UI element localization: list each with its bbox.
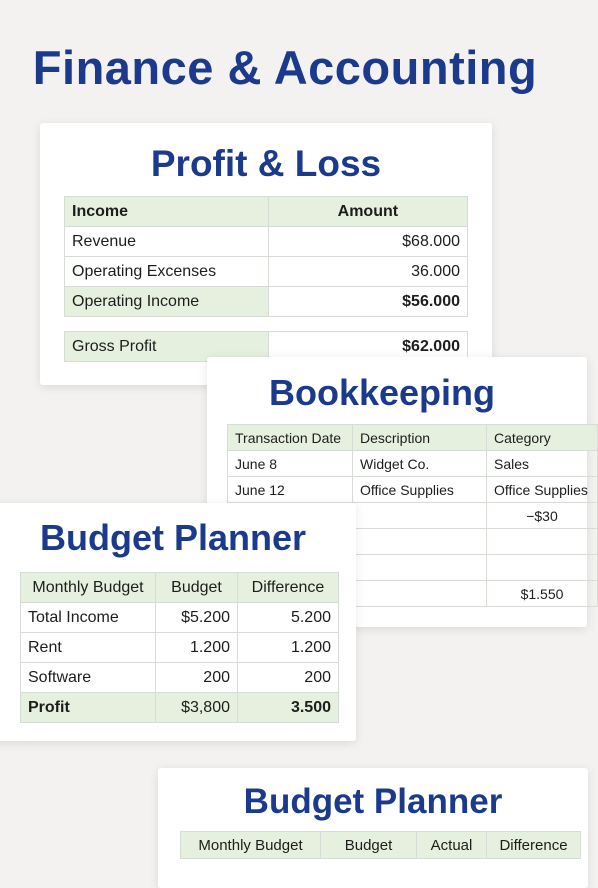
budget-planner-table xyxy=(180,831,581,859)
monthly-budget-header: Monthly Budget xyxy=(21,573,156,603)
row-difference: 5.200 xyxy=(238,603,339,633)
category: Office Supplies xyxy=(487,477,598,503)
table-header-row xyxy=(65,197,468,227)
description: Widget Co. xyxy=(353,451,487,477)
row-budget: $3,800 xyxy=(156,693,238,723)
category: $1.550 xyxy=(487,581,598,607)
budget-planner-title: Budget Planner xyxy=(243,782,503,821)
budget-header: Budget xyxy=(321,832,417,859)
table-header-row xyxy=(181,832,581,859)
budget-planner-card xyxy=(0,503,356,741)
budget-header: Budget xyxy=(156,573,238,603)
table-row xyxy=(21,663,339,693)
row-amount: $68.000 xyxy=(268,227,467,257)
category: −$30 xyxy=(487,503,598,529)
table-row xyxy=(21,693,339,723)
row-budget: $5.200 xyxy=(156,603,238,633)
row-difference: 1.200 xyxy=(238,633,339,663)
monthly-budget-header: Monthly Budget xyxy=(181,832,321,859)
category xyxy=(487,529,598,555)
description: Office Supplies xyxy=(353,477,487,503)
page-title: Finance & Accounting xyxy=(32,41,538,94)
difference-header: Difference xyxy=(238,573,339,603)
description-header: Description xyxy=(353,425,487,451)
transaction-date-header: Transaction Date xyxy=(228,425,353,451)
row-difference: 3.500 xyxy=(238,693,339,723)
row-label: Operating Excenses xyxy=(65,257,269,287)
budget-planner-title: Budget Planner xyxy=(39,517,307,558)
budget-planner-table xyxy=(20,572,339,723)
category: Sales xyxy=(487,451,598,477)
description xyxy=(353,581,487,607)
row-label: Operating Income xyxy=(65,287,269,317)
amount-header: Amount xyxy=(268,197,467,227)
row-amount: 36.000 xyxy=(268,257,467,287)
table-header-row xyxy=(228,425,598,451)
table-row xyxy=(65,287,468,317)
table-row xyxy=(228,477,598,503)
row-budget: 200 xyxy=(156,663,238,693)
table-row xyxy=(65,257,468,287)
row-label: Total Income xyxy=(21,603,156,633)
row-label: Revenue xyxy=(65,227,269,257)
row-amount: $56.000 xyxy=(268,287,467,317)
category-header: Category xyxy=(487,425,598,451)
description xyxy=(353,555,487,581)
table-row xyxy=(228,451,598,477)
transaction-date: June 12 xyxy=(228,477,353,503)
row-label: Gross Profit xyxy=(65,332,269,362)
row-label: Software xyxy=(21,663,156,693)
bookkeeping-title: Bookkeeping xyxy=(268,372,496,413)
table-row xyxy=(21,603,339,633)
row-label: Rent xyxy=(21,633,156,663)
row-budget: 1.200 xyxy=(156,633,238,663)
row-label: Profit xyxy=(21,693,156,723)
actual-header: Actual xyxy=(417,832,487,859)
difference-header: Difference xyxy=(487,832,581,859)
category xyxy=(487,555,598,581)
profit-loss-title: Profit & Loss xyxy=(150,143,382,184)
income-header: Income xyxy=(65,197,269,227)
transaction-date: June 8 xyxy=(228,451,353,477)
table-header-row xyxy=(21,573,339,603)
table-row xyxy=(21,633,339,663)
budget-planner-card-2 xyxy=(158,768,588,888)
profit-loss-table xyxy=(64,196,468,362)
description xyxy=(353,529,487,555)
row-difference: 200 xyxy=(238,663,339,693)
description xyxy=(353,503,487,529)
profit-loss-card xyxy=(40,123,492,385)
row-amount: $62.000 xyxy=(268,332,467,362)
table-row xyxy=(65,227,468,257)
